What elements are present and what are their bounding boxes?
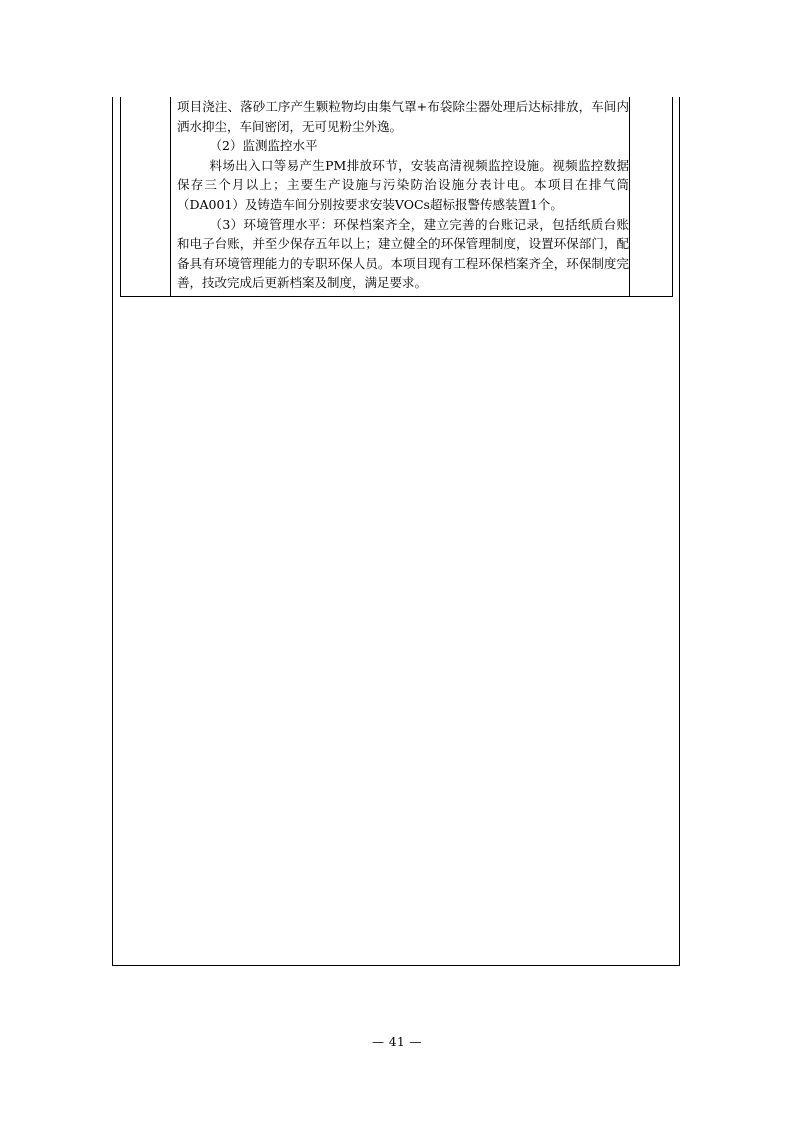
assessment-table bbox=[120, 97, 673, 297]
page-number: — 41 — bbox=[372, 1035, 422, 1049]
paragraph-environmental-management: （3）环境管理水平：环保档案齐全，建立完善的台账记录，包括纸质台账和电子台账，并至少保存五年以上；建立健全的环保管理制度，设置环保部门，配备具有环境管理能力的专职环保人员。本项目现有工程环保档案齐全，环保制度完善，技改完成后更新档案及制度，满足要求。 bbox=[177, 216, 629, 291]
table-right-column bbox=[629, 97, 672, 296]
heading-monitoring-level: （2）监测监控水平 bbox=[209, 138, 318, 154]
table-left-column bbox=[121, 97, 171, 296]
paragraph-dust-treatment: 项目浇注、落砂工序产生颗粒物均由集气罩+布袋除尘器处理后达标排放，车间内洒水抑尘，车间密闭，无可见粉尘外逸。 bbox=[177, 99, 629, 134]
paragraph-monitoring: 料场出入口等易产生PM排放环节，安装高清视频监控设施。视频监控数据保存三个月以上；主要生产设施与污染防治设施分表计电。本项目在排气筒（DA001）及铸造车间分别按要求安装VOCs超标报警传感装置1个。 bbox=[177, 157, 629, 212]
table-content-cell bbox=[177, 97, 629, 293]
